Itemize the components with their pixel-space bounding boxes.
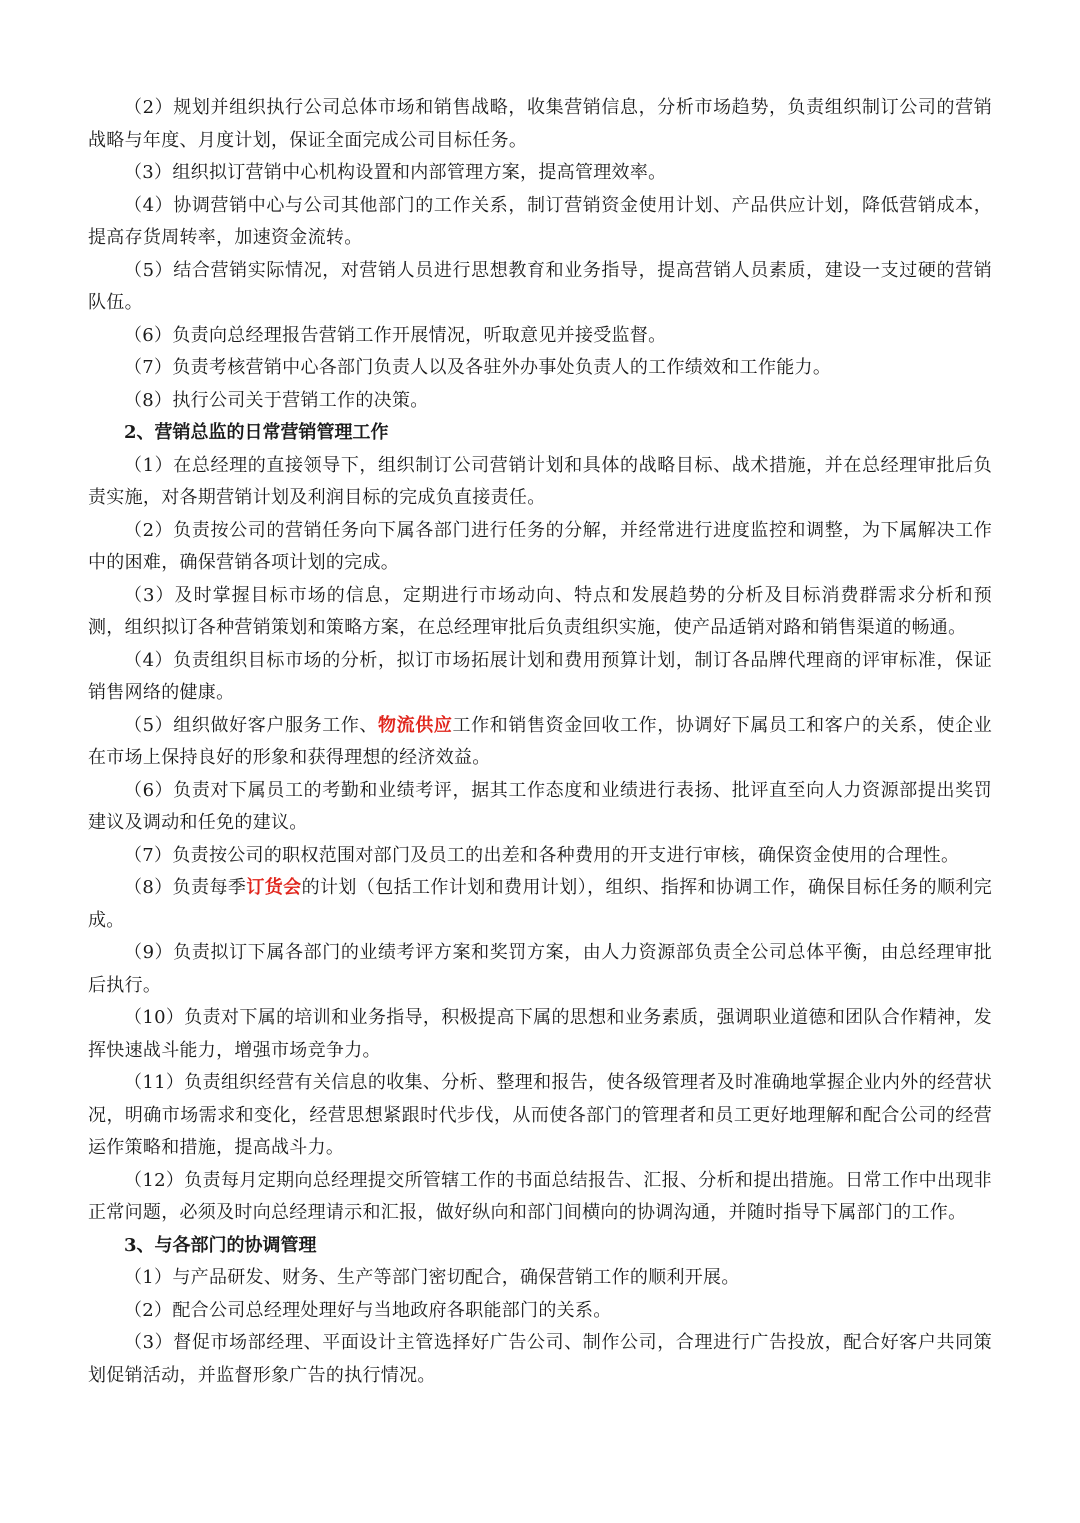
paragraph-2-9: （9）负责拟订下属各部门的业绩考评方案和奖罚方案，由人力资源部负责全公司总体平衡，由总经理审批后执行。 bbox=[88, 942, 992, 996]
paragraph-2-8 bbox=[88, 872, 992, 937]
paragraph-2-10: （10）负责对下属的培训和业务指导，积极提高下属的思想和业务素质，强调职业道德和团队合作精神，发挥快速战斗能力，增强市场竞争力。 bbox=[88, 1007, 992, 1061]
paragraph-2-4: （4）负责组织目标市场的分析，拟订市场拓展计划和费用预算计划，制订各品牌代理商的评审标准，保证销售网络的健康。 bbox=[88, 649, 992, 703]
paragraph-1-3: （3）组织拟订营销中心机构设置和内部管理方案，提高管理效率。 bbox=[124, 162, 667, 183]
section-3-heading: 3、与各部门的协调管理 bbox=[124, 1234, 317, 1256]
highlight-order-meeting: 订货会 bbox=[246, 877, 302, 898]
paragraph-3-1: （1）与产品研发、财务、生产等部门密切配合，确保营销工作的顺利开展。 bbox=[124, 1267, 740, 1288]
paragraph-2-12: （12）负责每月定期向总经理提交所管辖工作的书面总结报告、汇报、分析和提出措施。日常工作中出现非正常问题，必须及时向总经理请示和汇报，做好纵向和部门间横向的协调沟通，并随时指导下属部门的工作。 bbox=[88, 1169, 992, 1223]
paragraph-2-5 bbox=[88, 710, 992, 775]
paragraph-1-6: （6）负责向总经理报告营销工作开展情况，听取意见并接受监督。 bbox=[124, 324, 667, 346]
paragraph-2-2: （2）负责按公司的营销任务向下属各部门进行任务的分解，并经常进行进度监控和调整，为下属解决工作中的困难，确保营销各项计划的完成。 bbox=[88, 519, 992, 573]
paragraph-2-1: （1）在总经理的直接领导下，组织制订公司营销计划和具体的战略目标、战术措施，并在总经理审批后负责实施，对各期营销计划及利润目标的完成负直接责任。 bbox=[88, 454, 992, 508]
paragraph-2-5-after: 工作和销售资金回收工作，协调好下属员工和客户的关系，使企业在市场上保持良好的形象和获得理想的经济效益。 bbox=[88, 714, 993, 768]
highlight-logistics: 物流供应 bbox=[378, 714, 453, 736]
paragraph-2-8-after: 的计划（包括工作计划和费用计划），组织、指挥和协调工作，确保目标任务的顺利完成。 bbox=[88, 877, 992, 931]
paragraph-2-5-before: （5）组织做好客户服务工作、 bbox=[124, 714, 379, 736]
paragraph-3-2: （2）配合公司总经理处理好与当地政府各职能部门的关系。 bbox=[124, 1299, 612, 1321]
paragraph-1-7: （7）负责考核营销中心各部门负责人以及各驻外办事处负责人的工作绩效和工作能力。 bbox=[124, 357, 832, 378]
paragraph-2-11: （11）负责组织经营有关信息的收集、分析、整理和报告，使各级管理者及时准确地掌握企业内外的经营状况，明确市场需求和变化，经营思想紧跟时代步伐，从而使各部门的管理者和员工更好地理解和配合公司的经营运作策略和措施，提高战斗力。 bbox=[88, 1072, 992, 1158]
section-2-heading: 2、营销总监的日常营销管理工作 bbox=[124, 422, 389, 443]
paragraph-2-3: （3）及时掌握目标市场的信息，定期进行市场动向、特点和发展趋势的分析及目标消费群需求分析和预测，组织拟订各种营销策划和策略方案，在总经理审批后负责组织实施，使产品适销对路和销售渠道的畅通。 bbox=[88, 584, 992, 638]
paragraph-1-5: （5）结合营销实际情况，对营销人员进行思想教育和业务指导，提高营销人员素质，建设一支过硬的营销队伍。 bbox=[88, 259, 992, 313]
paragraph-3-3: （3）督促市场部经理、平面设计主管选择好广告公司、制作公司，合理进行广告投放，配合好客户共同策划促销活动，并监督形象广告的执行情况。 bbox=[88, 1332, 992, 1386]
paragraph-2-7: （7）负责按公司的职权范围对部门及员工的出差和各种费用的开支进行审核，确保资金使用的合理性。 bbox=[124, 844, 960, 866]
paragraph-1-2: （2）规划并组织执行公司总体市场和销售战略，收集营销信息，分析市场趋势，负责组织制订公司的营销战略与年度、月度计划，保证全面完成公司目标任务。 bbox=[88, 97, 992, 151]
paragraph-1-8: （8）执行公司关于营销工作的决策。 bbox=[124, 389, 429, 411]
paragraph-1-4: （4）协调营销中心与公司其他部门的工作关系，制订营销资金使用计划、产品供应计划，降低营销成本，提高存货周转率，加速资金流转。 bbox=[88, 194, 992, 248]
paragraph-2-6: （6）负责对下属员工的考勤和业绩考评，据其工作态度和业绩进行表扬、批评直至向人力资源部提出奖罚建议及调动和任免的建议。 bbox=[88, 779, 992, 833]
paragraph-2-8-before: （8）负责每季 bbox=[124, 877, 247, 898]
